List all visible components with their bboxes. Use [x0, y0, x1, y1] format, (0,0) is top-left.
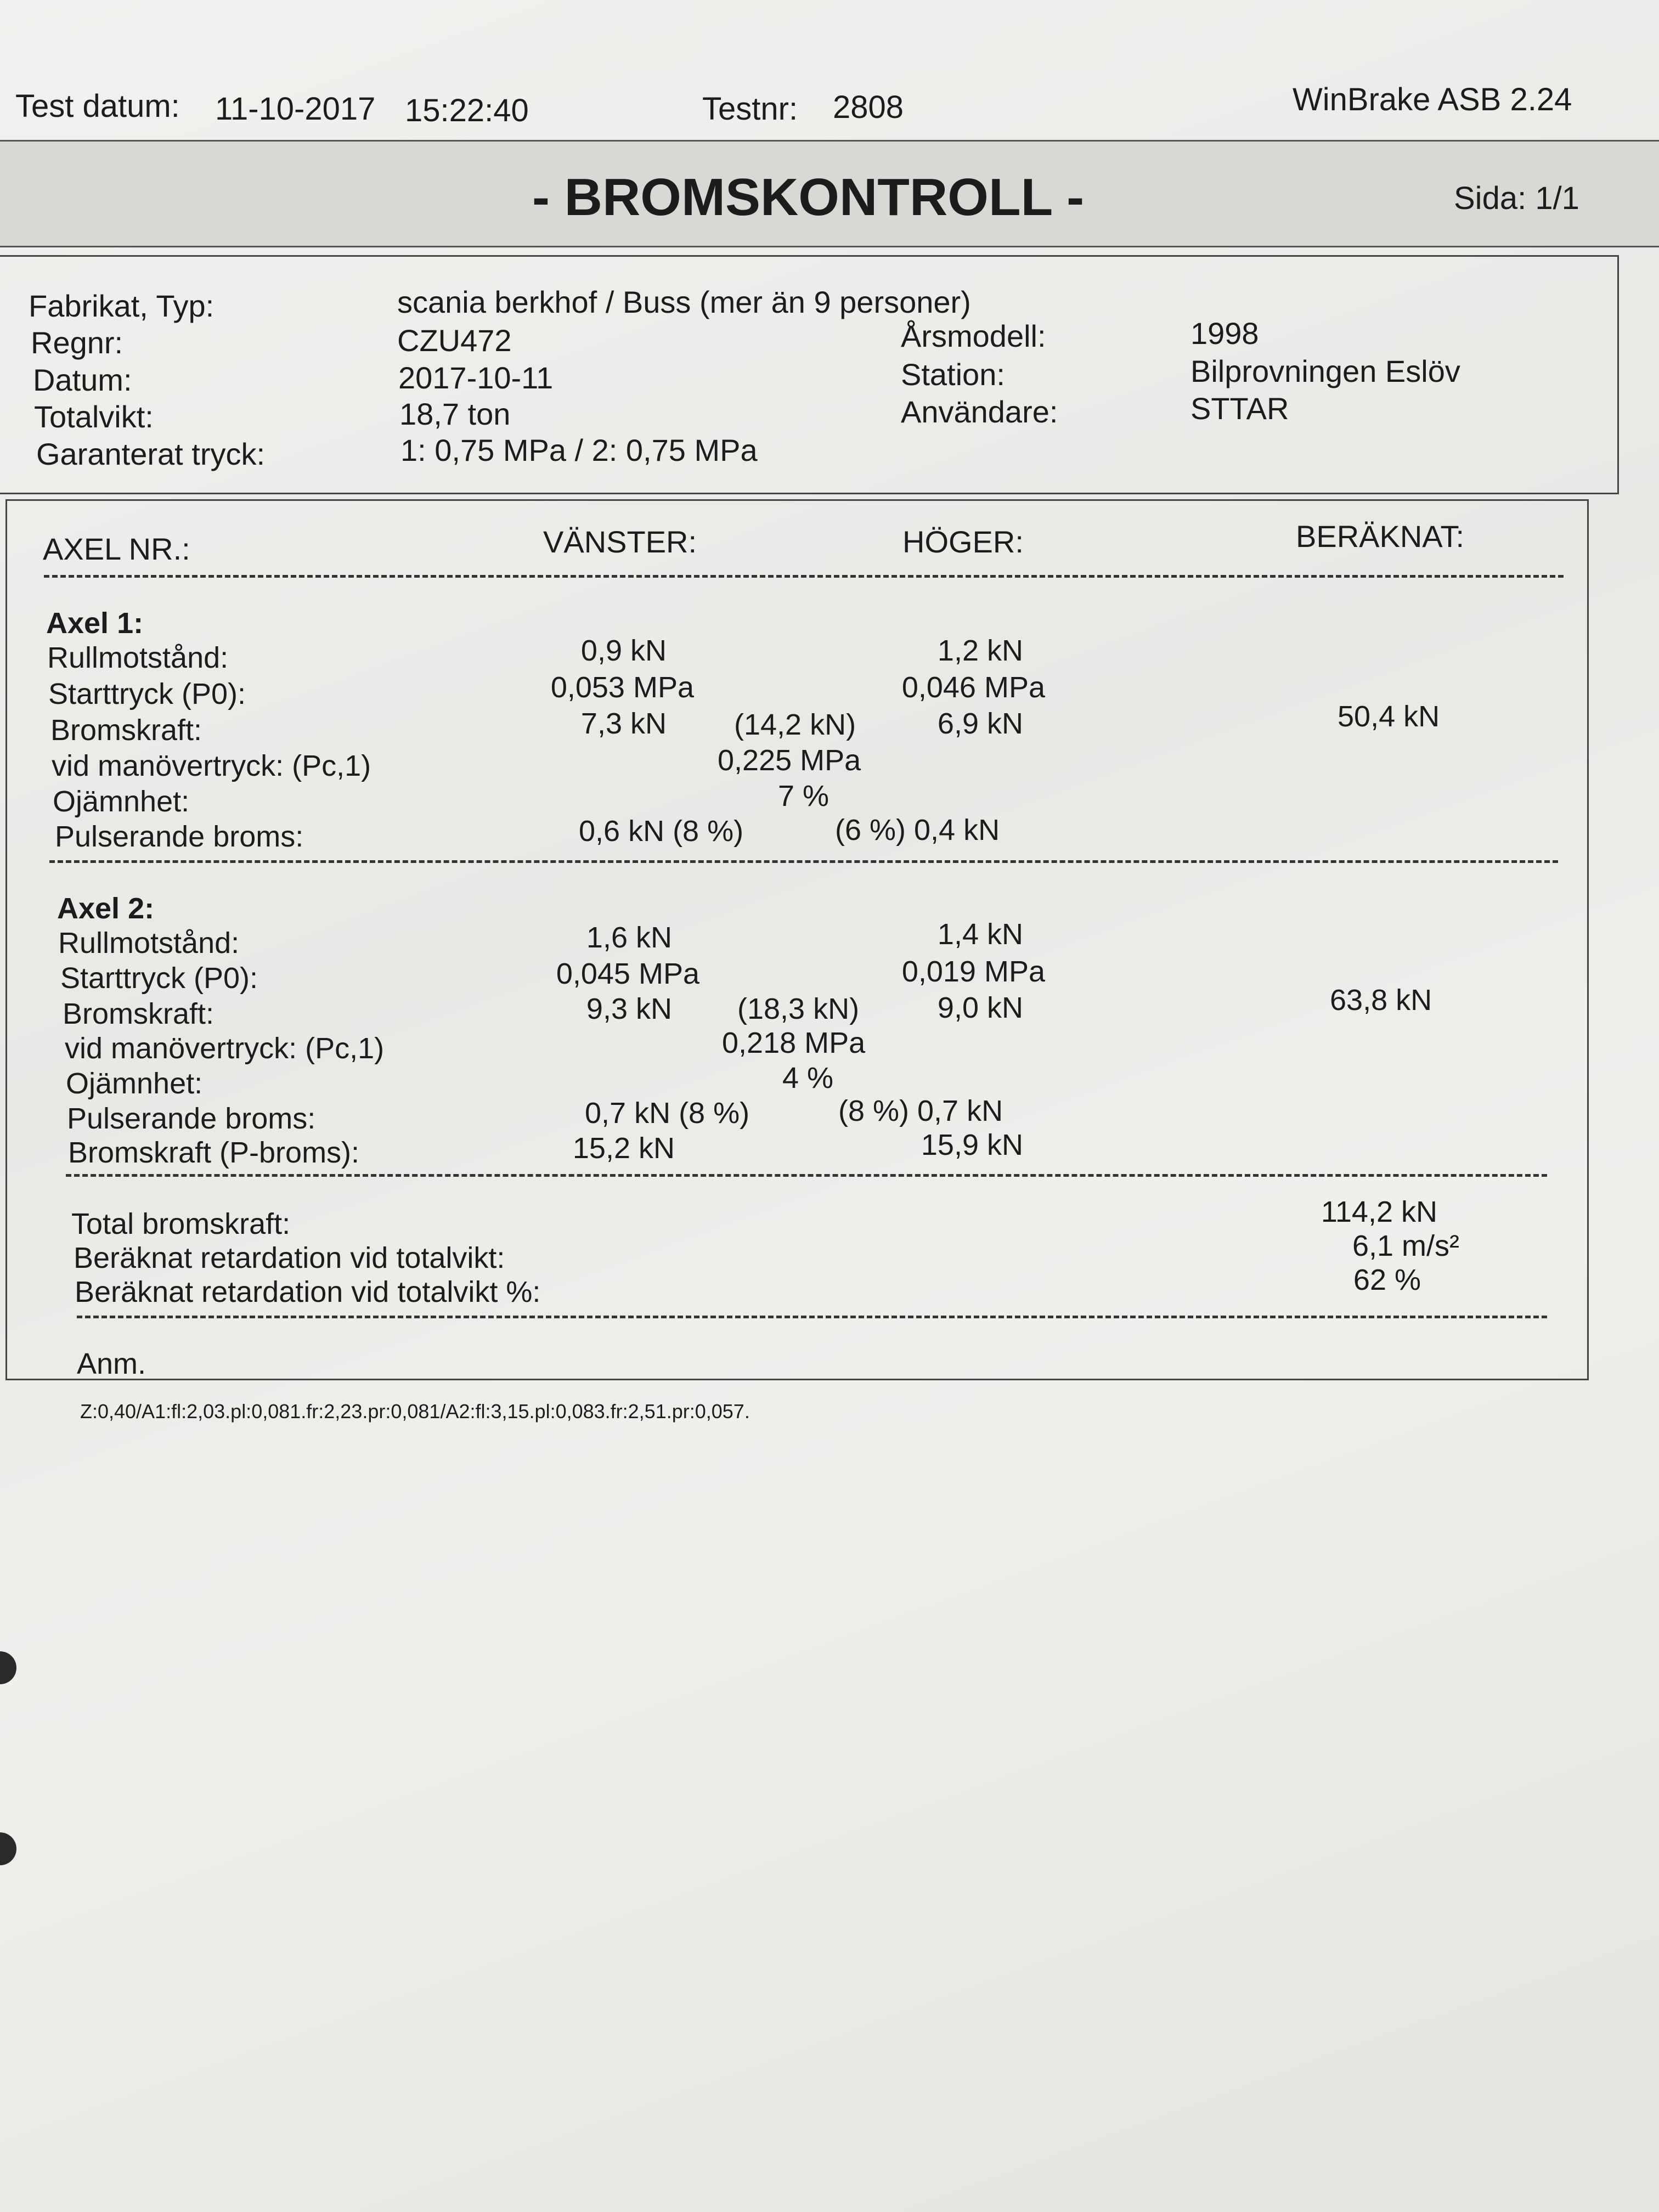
testnr-label: Testnr: — [702, 91, 798, 127]
axel2-rull-label: Rullmotstånd: — [58, 927, 240, 960]
axel1-ojamn-value: 7 % — [778, 780, 830, 812]
axel1-manover-value: 0,225 MPa — [718, 744, 861, 777]
axel2-start-right: 0,019 MPa — [901, 955, 1045, 988]
header-divider — [44, 575, 1564, 578]
arsmodell-label: Årsmodell: — [901, 319, 1046, 353]
axel1-manover-label: vid manövertryck: (Pc,1) — [52, 749, 371, 782]
software-version: WinBrake ASB 2.24 — [1293, 82, 1572, 117]
axel1-start-label: Starttryck (P0): — [48, 678, 246, 710]
axel2-pbroms-left: 15,2 kN — [572, 1132, 675, 1165]
axel1-broms-left: 7,3 kN — [580, 707, 667, 740]
station-label: Station: — [901, 357, 1005, 392]
totals-divider — [77, 1316, 1547, 1318]
axel2-puls-right: (8 %) 0,7 kN — [838, 1094, 1003, 1127]
fabrikat-label: Fabrikat, Typ: — [29, 289, 215, 323]
axel1-puls-label: Pulserande broms: — [55, 820, 304, 853]
tryck-value: 1: 0,75 MPa / 2: 0,75 MPa — [400, 433, 758, 467]
axel1-rull-right: 1,2 kN — [937, 634, 1023, 667]
regnr-value: CZU472 — [397, 323, 512, 358]
regnr-label: Regnr: — [31, 325, 123, 360]
axel2-puls-left: 0,7 kN (8 %) — [585, 1097, 750, 1130]
arsmodell-value: 1998 — [1190, 316, 1259, 351]
test-time: 15:22:40 — [405, 93, 529, 128]
axel1-rull-left: 0,9 kN — [580, 634, 667, 667]
totalvikt-value: 18,7 ton — [399, 397, 511, 431]
axel1-broms-label: Bromskraft: — [50, 714, 202, 747]
axel1-broms-right: 6,9 kN — [937, 707, 1023, 740]
axel2-broms-left: 9,3 kN — [586, 992, 672, 1025]
tryck-label: Garanterat tryck: — [36, 437, 266, 471]
station-value: Bilprovningen Eslöv — [1190, 354, 1460, 388]
col-vanster: VÄNSTER: — [543, 524, 697, 559]
axel1-rull-label: Rullmotstånd: — [47, 641, 229, 674]
footer-code: Z:0,40/A1:fl:2,03.pl:0,081.fr:2,23.pr:0,081/A2:fl:3,15.pl:0,083.fr:2,51.pr:0,057. — [80, 1400, 750, 1423]
datum-value: 2017-10-11 — [398, 360, 554, 395]
axel2-broms-sum: (18,3 kN) — [737, 992, 860, 1025]
anvandare-label: Användare: — [901, 394, 1058, 429]
axel1-start-left: 0,053 MPa — [550, 671, 694, 704]
axel2-broms-label: Bromskraft: — [63, 997, 215, 1030]
axel1-broms-sum: (14,2 kN) — [734, 708, 856, 741]
axel2-divider — [66, 1174, 1547, 1177]
testnr-value: 2808 — [833, 89, 904, 125]
retardation-pct-label: Beräknat retardation vid totalvikt %: — [75, 1276, 541, 1308]
axel1-heading: Axel 1: — [46, 607, 144, 640]
axel2-broms-calc: 63,8 kN — [1330, 984, 1432, 1017]
axel1-puls-right: (6 %) 0,4 kN — [835, 814, 1000, 847]
axel1-divider — [49, 860, 1558, 863]
axel2-manover-label: vid manövertryck: (Pc,1) — [65, 1032, 385, 1065]
axel2-ojamn-value: 4 % — [782, 1062, 834, 1094]
totalvikt-label: Totalvikt: — [34, 399, 154, 434]
axel2-manover-value: 0,218 MPa — [722, 1026, 866, 1059]
axel2-rull-right: 1,4 kN — [937, 918, 1023, 951]
test-datum-label: Test datum: — [15, 88, 180, 124]
axel2-broms-right: 9,0 kN — [937, 991, 1023, 1024]
axel2-ojamn-label: Ojämnhet: — [66, 1067, 203, 1100]
anm-label: Anm. — [77, 1347, 146, 1380]
axel2-pbroms-right: 15,9 kN — [921, 1128, 1023, 1161]
axel2-pbroms-label: Bromskraft (P-broms): — [68, 1136, 360, 1169]
axel2-heading: Axel 2: — [57, 892, 155, 925]
datum-label: Datum: — [33, 363, 132, 397]
total-label: Total bromskraft: — [71, 1207, 291, 1240]
axel1-start-right: 0,046 MPa — [901, 671, 1045, 704]
axel1-broms-calc: 50,4 kN — [1338, 700, 1440, 733]
test-datum-value: 11-10-2017 — [215, 91, 376, 127]
retardation-pct-value: 62 % — [1353, 1263, 1421, 1296]
axel2-start-left: 0,045 MPa — [556, 957, 699, 990]
retardation-label: Beräknat retardation vid totalvikt: — [74, 1242, 505, 1274]
retardation-value: 6,1 m/s² — [1352, 1229, 1459, 1262]
page-title: - BROMSKONTROLL - — [532, 168, 1085, 227]
axel2-rull-left: 1,6 kN — [586, 921, 672, 954]
col-axel: AXEL NR.: — [43, 532, 190, 566]
page-number: Sida: 1/1 — [1454, 180, 1579, 216]
fabrikat-value: scania berkhof / Buss (mer än 9 personer) — [397, 285, 971, 319]
col-beraknat: BERÄKNAT: — [1296, 519, 1465, 554]
col-hoger: HÖGER: — [902, 524, 1024, 559]
anvandare-value: STTAR — [1190, 391, 1289, 426]
axel2-puls-label: Pulserande broms: — [67, 1102, 316, 1135]
axel2-start-label: Starttryck (P0): — [60, 962, 258, 995]
total-value: 114,2 kN — [1321, 1195, 1437, 1228]
axel1-puls-left: 0,6 kN (8 %) — [579, 815, 744, 848]
axel1-ojamn-label: Ojämnhet: — [53, 785, 190, 818]
